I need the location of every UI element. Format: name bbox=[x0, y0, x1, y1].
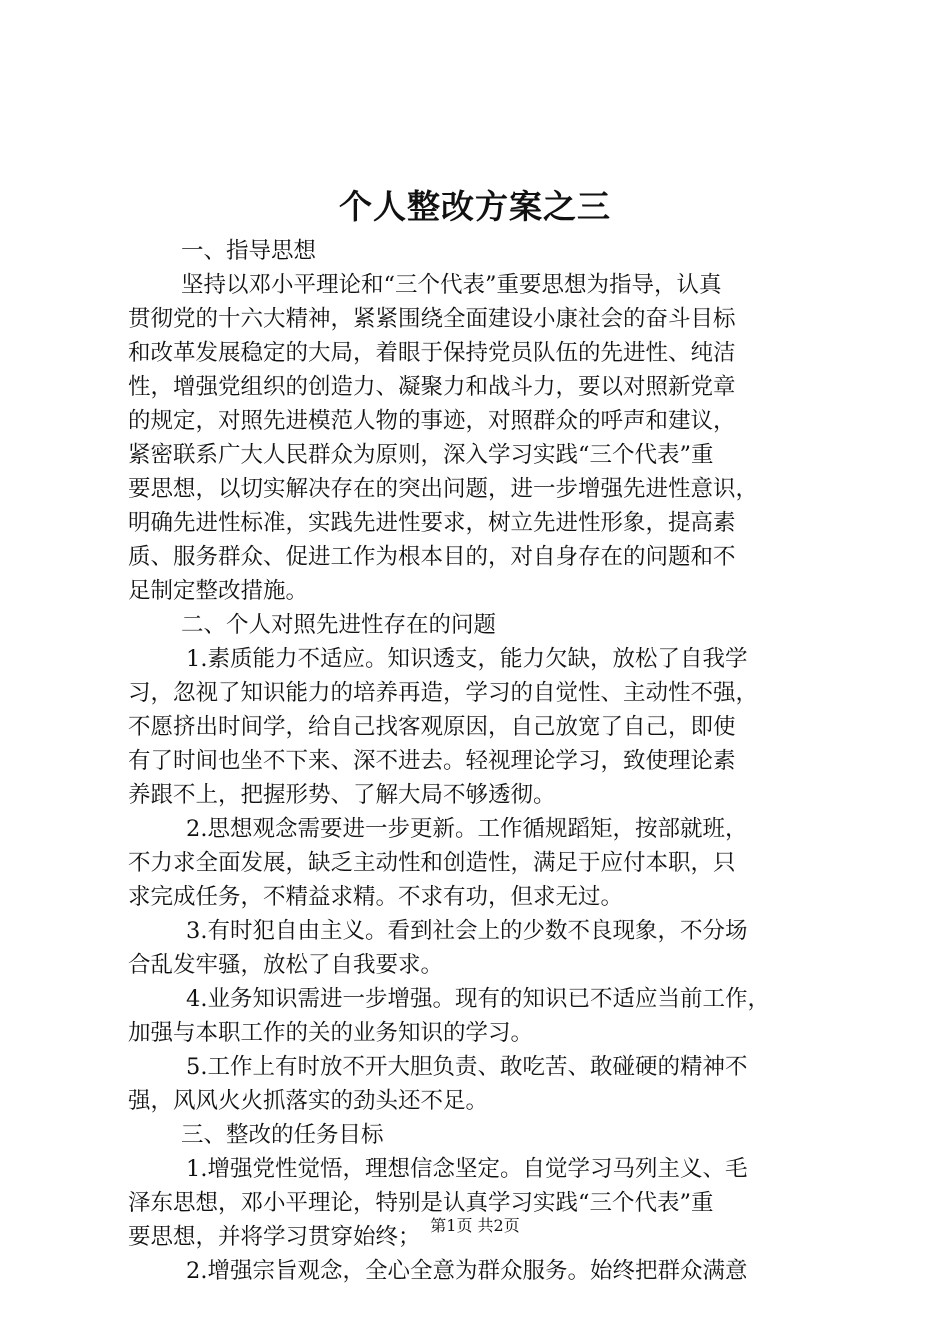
paragraph-line: 和改革发展稳定的大局，着眼于保持党员队伍的先进性、纯洁 bbox=[128, 340, 736, 366]
paragraph-line: 质、服务群众、促进工作为根本目的，对自身存在的问题和不 bbox=[128, 544, 736, 570]
paragraph-line: 合乱发牢骚，放松了自我要求。 bbox=[128, 952, 444, 978]
paragraph-line: 的规定，对照先进模范人物的事迹，对照群众的呼声和建议， bbox=[128, 408, 736, 434]
paragraph-line: 紧密联系广大人民群众为原则，深入学习实践“三个代表”重 bbox=[128, 442, 714, 468]
paragraph-line: 性，增强党组织的创造力、凝聚力和战斗力，要以对照新党章 bbox=[128, 374, 736, 400]
paragraph-line: 加强与本职工作的关的业务知识的学习。 bbox=[128, 1020, 534, 1046]
paragraph-line: 坚持以邓小平理论和“三个代表”重要思想为指导，认真 bbox=[181, 272, 722, 298]
document-title: 个人整改方案之三 bbox=[339, 187, 611, 226]
paragraph-line: 明确先进性标准，实践先进性要求，树立先进性形象，提高素 bbox=[128, 510, 736, 536]
list-item-line: 3.有时犯自由主义。看到社会上的少数不良现象，不分场 bbox=[186, 918, 748, 944]
list-item-line: 2.增强宗旨观念，全心全意为群众服务。始终把群众满意 bbox=[186, 1258, 748, 1284]
paragraph-line: 要思想，以切实解决存在的突出问题，进一步增强先进性意识， bbox=[128, 476, 759, 502]
page-footer: 第1页 共2页 bbox=[430, 1216, 520, 1235]
paragraph-line: 不力求全面发展，缺乏主动性和创造性，满足于应付本职，只 bbox=[128, 850, 736, 876]
paragraph-line: 贯彻党的十六大精神，紧紧围绕全面建设小康社会的奋斗目标 bbox=[128, 306, 736, 332]
paragraph-line: 强，风风火火抓落实的劲头还不足。 bbox=[128, 1088, 489, 1114]
paragraph-line: 要思想，并将学习贯穿始终； bbox=[128, 1224, 421, 1250]
paragraph-line: 养跟不上，把握形势、了解大局不够透彻。 bbox=[128, 782, 556, 808]
list-item-line: 5.工作上有时放不开大胆负责、敢吃苦、敢碰硬的精神不 bbox=[186, 1054, 748, 1080]
section-heading: 三、整改的任务目标 bbox=[181, 1122, 384, 1148]
paragraph-line: 足制定整改措施。 bbox=[128, 578, 309, 604]
list-item-line: 2.思想观念需要进一步更新。工作循规蹈矩，按部就班， bbox=[186, 816, 748, 842]
list-item-line: 1.增强党性觉悟，理想信念坚定。自觉学习马列主义、毛 bbox=[186, 1156, 748, 1182]
paragraph-line: 有了时间也坐不下来、深不进去。轻视理论学习，致使理论素 bbox=[128, 748, 736, 774]
list-item-line: 4.业务知识需进一步增强。现有的知识已不适应当前工作， bbox=[186, 986, 770, 1012]
paragraph-line: 习，忽视了知识能力的培养再造，学习的自觉性、主动性不强， bbox=[128, 680, 759, 706]
section-heading: 一、指导思想 bbox=[181, 238, 317, 264]
paragraph-line: 求完成任务，不精益求精。不求有功，但求无过。 bbox=[128, 884, 624, 910]
list-item-line: 1.素质能力不适应。知识透支，能力欠缺，放松了自我学 bbox=[186, 646, 748, 672]
document-body bbox=[128, 234, 834, 1288]
paragraph-line: 不愿挤出时间学，给自己找客观原因，自己放宽了自己，即使 bbox=[128, 714, 736, 740]
paragraph-line: 泽东思想，邓小平理论，特别是认真学习实践“三个代表”重 bbox=[128, 1190, 714, 1216]
section-heading: 二、个人对照先进性存在的问题 bbox=[181, 612, 497, 638]
